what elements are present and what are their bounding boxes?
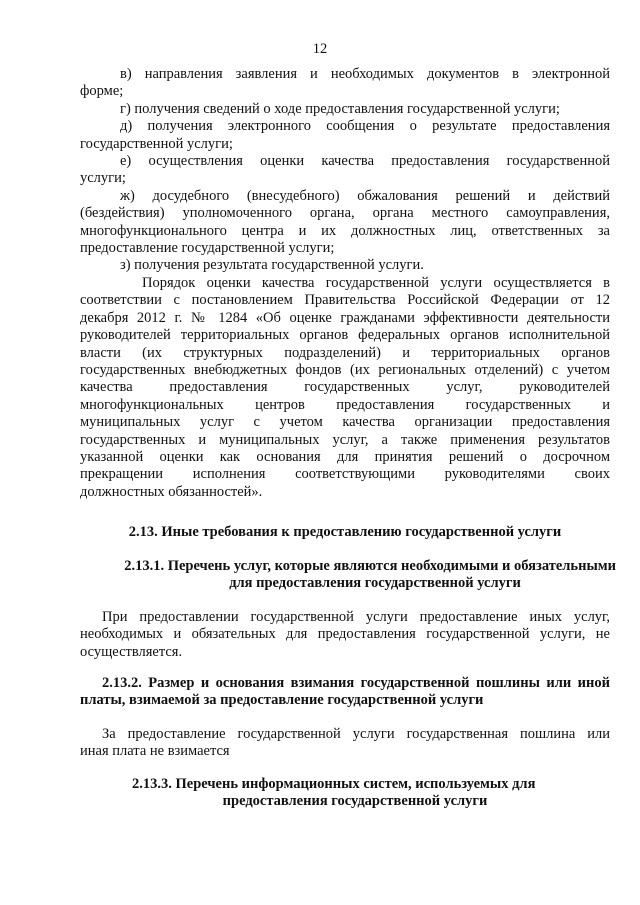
- list-item-zh-line-1: ж) досудебного (внесудебного) обжалования решений и действий: [120, 187, 610, 204]
- assessment-line-8: многофункциональных центров предоставления государственных и: [80, 396, 610, 413]
- assessment-line-13: должностных обязанностей».: [80, 483, 263, 500]
- section-2-13-1-body-line-1: При предоставлении государственной услуги предоставление иных услуг,: [102, 608, 610, 625]
- list-item-d-line-1: д) получения электронного сообщения о результате предоставления: [120, 118, 610, 135]
- section-2-13-1-heading-line-2: для предоставления государственной услуги: [229, 575, 521, 592]
- assessment-line-5: власти (их структурных подразделений) и территориальных органов: [80, 344, 610, 361]
- assessment-line-3: декабря 2012 г. № 1284 «Об оценке гражданами эффективности деятельности: [80, 309, 610, 326]
- section-2-13-heading: 2.13. Иные требования к предоставлению государственной услуги: [128, 524, 562, 540]
- list-item-e-line-2: услуги;: [80, 170, 126, 187]
- assessment-line-12: прекращении исполнения соответствующими руководителями своих: [80, 466, 610, 483]
- section-2-13-2-heading-line-1: 2.13.2. Размер и основания взимания государственной пошлины или иной: [102, 675, 610, 691]
- list-item-e-line-1: е) осуществления оценки качества предоставления государственной: [120, 153, 610, 170]
- section-2-13-1-body-line-2: необходимых и обязательных для предоставления государственной услуги, не: [80, 626, 610, 643]
- assessment-line-4: руководителей территориальных органов федеральных органов исполнительной: [80, 327, 610, 344]
- section-2-13-2-body-line-2: иная плата не взимается: [80, 743, 230, 760]
- list-item-g-line-1: г) получения сведений о ходе предоставления государственной услуги;: [120, 100, 560, 117]
- section-2-13-2-heading-line-2: платы, взимаемой за предоставление государственной услуги: [80, 692, 484, 709]
- section-2-13-1-heading-line-1: 2.13.1. Перечень услуг, которые являются необходимыми и обязательными: [124, 558, 616, 574]
- section-2-13-3: [80, 776, 610, 811]
- page-number: 12: [312, 41, 328, 57]
- assessment-line-2: соответствии с постановлением Правительства Российской Федерации от 12: [80, 292, 610, 309]
- section-2-13-1-body-line-3: осуществляется.: [80, 643, 183, 660]
- section-2-13-2-body-line-1: За предоставление государственной услуги государственная пошлина или: [102, 725, 610, 742]
- assessment-line-7: качества предоставления государственных услуг, руководителей: [80, 379, 610, 396]
- list-item-v-line-2: форме;: [80, 83, 124, 100]
- list-item-d-line-2: государственной услуги;: [80, 135, 233, 152]
- services-list: [80, 66, 610, 501]
- assessment-line-11: указанной оценки как основания для принятия решений о досрочном: [80, 448, 610, 465]
- list-item-v-line-1: в) направления заявления и необходимых документов в электронной: [120, 66, 610, 82]
- section-2-13-1: [80, 558, 616, 661]
- section-2-13-3-heading-line-1: 2.13.3. Перечень информационных систем, используемых для: [132, 776, 536, 792]
- list-item-zh-line-4: предоставление государственной услуги;: [80, 240, 335, 257]
- list-item-zh-line-3: многофункционального центра и их должностных лиц, ответственных за: [80, 222, 610, 239]
- list-item-zh-line-2: (бездействия) уполномоченного органа, органа местного самоуправления,: [80, 205, 610, 222]
- section-2-13-3-heading-line-2: предоставления государственной услуги: [222, 793, 488, 810]
- list-item-z-line-1: з) получения результата государственной услуги.: [120, 257, 424, 274]
- assessment-line-6: государственных внебюджетных фондов (их региональных отделений) с учетом: [80, 361, 610, 378]
- assessment-line-10: государственных и муниципальных услуг, а также применения результатов: [80, 431, 610, 448]
- assessment-line-1: Порядок оценки качества государственной услуги осуществляется в: [142, 274, 610, 291]
- assessment-line-9: муниципальных услуг с учетом качества организации предоставления: [80, 414, 610, 431]
- section-2-13-2: [80, 675, 610, 761]
